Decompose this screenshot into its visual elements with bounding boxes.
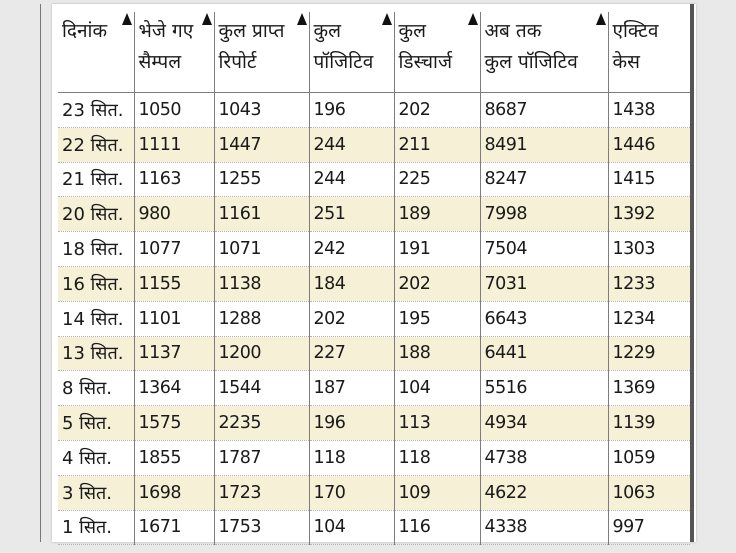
page-edge-bar bbox=[690, 4, 694, 542]
cell-date: 23 सित. bbox=[58, 93, 134, 128]
cell-reports-received: 1071 bbox=[214, 232, 309, 267]
cell-date: 5 सित. bbox=[58, 406, 134, 441]
table-row bbox=[58, 406, 690, 441]
cell-total-discharge: 225 bbox=[394, 162, 480, 197]
cell-samples-sent: 1050 bbox=[134, 93, 214, 128]
cell-total-discharge: 202 bbox=[394, 266, 480, 301]
cell-total-discharge: 188 bbox=[394, 336, 480, 371]
cell-cumulative-positive: 5516 bbox=[480, 371, 608, 406]
cell-total-discharge: 109 bbox=[394, 475, 480, 510]
table-row bbox=[58, 336, 690, 371]
cell-total-positive: 187 bbox=[309, 371, 394, 406]
cell-date: 3 सित. bbox=[58, 475, 134, 510]
cell-active-cases: 1446 bbox=[608, 127, 690, 162]
cell-cumulative-positive: 6441 bbox=[480, 336, 608, 371]
cell-total-positive: 170 bbox=[309, 475, 394, 510]
header-samples-sent: भेजे गए सैम्पल bbox=[134, 12, 214, 93]
cell-reports-received: 1447 bbox=[214, 127, 309, 162]
cell-active-cases: 1234 bbox=[608, 301, 690, 336]
table-row bbox=[58, 301, 690, 336]
cell-total-positive: 251 bbox=[309, 197, 394, 232]
cell-cumulative-positive: 7031 bbox=[480, 266, 608, 301]
sort-arrow-icon bbox=[468, 13, 478, 25]
header-total-discharge: कुल डिस्चार्ज bbox=[394, 12, 480, 93]
cell-reports-received: 2235 bbox=[214, 406, 309, 441]
cell-samples-sent: 1077 bbox=[134, 232, 214, 267]
table-row bbox=[58, 510, 690, 545]
cell-date: 8 सित. bbox=[58, 371, 134, 406]
table-row bbox=[58, 371, 690, 406]
cell-active-cases: 1303 bbox=[608, 232, 690, 267]
cell-date: 4 सित. bbox=[58, 440, 134, 475]
cell-date: 21 सित. bbox=[58, 162, 134, 197]
sort-arrow-icon bbox=[596, 13, 606, 25]
cell-total-positive: 227 bbox=[309, 336, 394, 371]
cell-reports-received: 1255 bbox=[214, 162, 309, 197]
header-reports-received: कुल प्राप्त रिपोर्ट bbox=[214, 12, 309, 93]
cell-cumulative-positive: 6643 bbox=[480, 301, 608, 336]
cell-reports-received: 1138 bbox=[214, 266, 309, 301]
table-row bbox=[58, 232, 690, 267]
cell-samples-sent: 1163 bbox=[134, 162, 214, 197]
cell-total-discharge: 211 bbox=[394, 127, 480, 162]
cell-total-positive: 196 bbox=[309, 406, 394, 441]
cell-total-discharge: 118 bbox=[394, 440, 480, 475]
cell-samples-sent: 1101 bbox=[134, 301, 214, 336]
cell-reports-received: 1544 bbox=[214, 371, 309, 406]
cell-cumulative-positive: 4934 bbox=[480, 406, 608, 441]
cell-total-discharge: 191 bbox=[394, 232, 480, 267]
cell-date: 1 सित. bbox=[58, 510, 134, 545]
cell-samples-sent: 1698 bbox=[134, 475, 214, 510]
cell-total-positive: 244 bbox=[309, 127, 394, 162]
cell-reports-received: 1161 bbox=[214, 197, 309, 232]
cell-active-cases: 1139 bbox=[608, 406, 690, 441]
cell-date: 16 सित. bbox=[58, 266, 134, 301]
cell-total-positive: 196 bbox=[309, 93, 394, 128]
cell-active-cases: 1369 bbox=[608, 371, 690, 406]
cell-samples-sent: 1855 bbox=[134, 440, 214, 475]
cell-active-cases: 1059 bbox=[608, 440, 690, 475]
cell-samples-sent: 1155 bbox=[134, 266, 214, 301]
cell-total-positive: 244 bbox=[309, 162, 394, 197]
cell-active-cases: 997 bbox=[608, 510, 690, 545]
cell-samples-sent: 1137 bbox=[134, 336, 214, 371]
cell-active-cases: 1229 bbox=[608, 336, 690, 371]
sort-arrow-icon bbox=[122, 13, 132, 25]
table-row bbox=[58, 93, 690, 128]
cell-total-discharge: 116 bbox=[394, 510, 480, 545]
cell-date: 22 सित. bbox=[58, 127, 134, 162]
cell-reports-received: 1723 bbox=[214, 475, 309, 510]
cell-total-discharge: 189 bbox=[394, 197, 480, 232]
cell-active-cases: 1438 bbox=[608, 93, 690, 128]
cell-reports-received: 1043 bbox=[214, 93, 309, 128]
header-total-positive: कुल पॉजिटिव bbox=[309, 12, 394, 93]
cell-active-cases: 1392 bbox=[608, 197, 690, 232]
header-row bbox=[58, 12, 690, 93]
cell-total-positive: 242 bbox=[309, 232, 394, 267]
cell-total-positive: 184 bbox=[309, 266, 394, 301]
cell-date: 20 सित. bbox=[58, 197, 134, 232]
cell-active-cases: 1415 bbox=[608, 162, 690, 197]
sort-arrow-icon bbox=[297, 13, 307, 25]
cell-total-discharge: 195 bbox=[394, 301, 480, 336]
table-row bbox=[58, 127, 690, 162]
cell-total-positive: 118 bbox=[309, 440, 394, 475]
cell-cumulative-positive: 8491 bbox=[480, 127, 608, 162]
cell-cumulative-positive: 4622 bbox=[480, 475, 608, 510]
cell-total-discharge: 113 bbox=[394, 406, 480, 441]
cell-date: 13 सित. bbox=[58, 336, 134, 371]
cell-total-discharge: 104 bbox=[394, 371, 480, 406]
sort-arrow-icon bbox=[382, 13, 392, 25]
header-active-cases: एक्टिव केस bbox=[608, 12, 690, 93]
table-row bbox=[58, 266, 690, 301]
cell-active-cases: 1063 bbox=[608, 475, 690, 510]
table-row bbox=[58, 162, 690, 197]
cell-cumulative-positive: 4738 bbox=[480, 440, 608, 475]
cell-total-positive: 202 bbox=[309, 301, 394, 336]
cell-cumulative-positive: 4338 bbox=[480, 510, 608, 545]
cell-total-positive: 104 bbox=[309, 510, 394, 545]
sort-arrow-icon bbox=[202, 13, 212, 25]
table-row bbox=[58, 197, 690, 232]
cell-reports-received: 1753 bbox=[214, 510, 309, 545]
covid-stats-table bbox=[58, 12, 690, 545]
cell-reports-received: 1288 bbox=[214, 301, 309, 336]
header-cumulative-positive: अब तक कुल पॉजिटिव bbox=[480, 12, 608, 93]
table-row bbox=[58, 440, 690, 475]
cell-active-cases: 1233 bbox=[608, 266, 690, 301]
cell-samples-sent: 1111 bbox=[134, 127, 214, 162]
cell-date: 18 सित. bbox=[58, 232, 134, 267]
cell-date: 14 सित. bbox=[58, 301, 134, 336]
cell-samples-sent: 1364 bbox=[134, 371, 214, 406]
page-edge-line bbox=[40, 4, 41, 542]
cell-reports-received: 1787 bbox=[214, 440, 309, 475]
cell-samples-sent: 1671 bbox=[134, 510, 214, 545]
cell-cumulative-positive: 8687 bbox=[480, 93, 608, 128]
newspaper-clipping bbox=[52, 4, 696, 542]
cell-cumulative-positive: 7998 bbox=[480, 197, 608, 232]
table-row bbox=[58, 475, 690, 510]
header-date: दिनांक bbox=[58, 12, 134, 93]
cell-samples-sent: 1575 bbox=[134, 406, 214, 441]
cell-cumulative-positive: 8247 bbox=[480, 162, 608, 197]
cell-total-discharge: 202 bbox=[394, 93, 480, 128]
cell-samples-sent: 980 bbox=[134, 197, 214, 232]
cell-cumulative-positive: 7504 bbox=[480, 232, 608, 267]
cell-reports-received: 1200 bbox=[214, 336, 309, 371]
